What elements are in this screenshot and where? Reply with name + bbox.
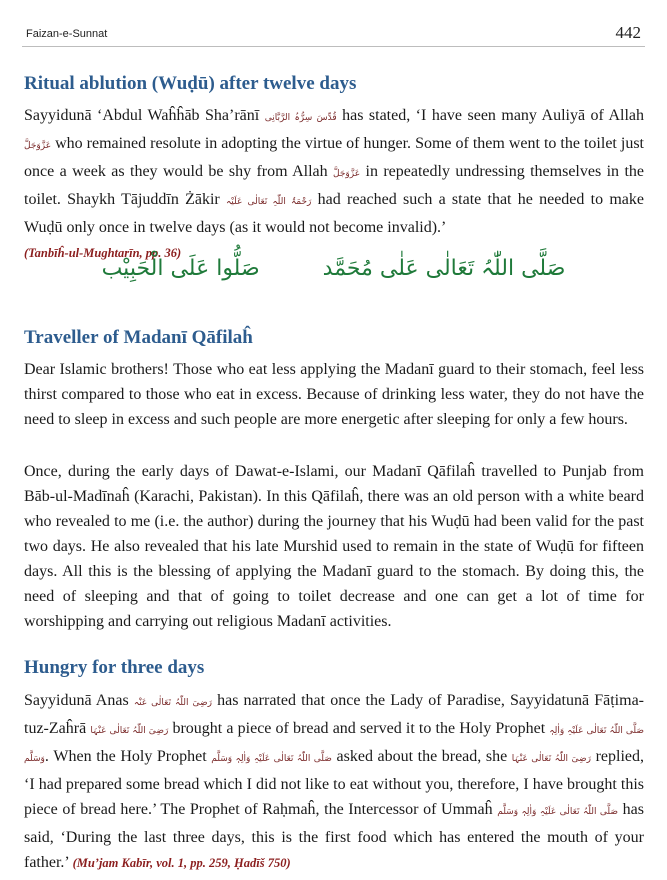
reference-citation: (Tanbīĥ-ul-Mughtarīn, pp. 36) <box>24 246 182 260</box>
salawat-line <box>0 256 667 296</box>
honorific: عَزَّوَجَلَّ <box>24 141 52 151</box>
honorific: قُدِّسَ سِرُّہُ الرَّبَّانِی <box>264 113 337 123</box>
honorific: رَضِیَ اللّٰہُ تَعَالٰی عَنْہ <box>133 698 212 708</box>
paragraph-hungry: Sayyidunā Anas رَضِیَ اللّٰہُ تَعَالٰی عَنْہ has narrated that once the Lady of Paradise, Sayyidatunā Fāṭima-tuz-Zaĥrā رَضِیَ اللّٰہُ تَعَالٰی عَنْہَا brought a piece of bread and served it to the Holy Prophet صَلَّی اللّٰہُ تَعَالٰی عَلَیْہِ وَاٰلِہٖ وَسَلَّم. When the Holy Prophet صَلَّی اللّٰہُ تَعَالٰی عَلَیْہِ وَاٰلِہٖ وَسَلَّم asked about the bread, she رَضِیَ اللّٰہُ تَعَالٰی عَنْہَا replied, ‘I had prepared some bread which I did not like to eat without you, therefore, I have brought this piece of bread here.’ The Prophet of Raḥmaĥ, the Intercessor of Ummaĥ صَلَّی اللّٰہُ تَعَالٰی عَلَیْہِ وَاٰلِہٖ وَسَلَّم has said, ‘During the last three days, this is the first food which has entered the mouth of your father.’ (Mu’jam Kabīr, vol. 1, pp. 259, Ḥadīš 750) <box>24 692 645 871</box>
page-number: 442 <box>615 23 641 42</box>
paragraph-traveller-1: Dear Islamic brothers! Those who eat less applying the Madanī guard to their stomach, feel less thirst compared to those who eat in excess. Because of drinking less water, they do not have the need to sleep in excess and such people are more energetic after sleeping for only a few hours. <box>24 361 644 428</box>
honorific: رَحْمَۃُ اللّٰہِ تَعَالٰی عَلَیْہ <box>226 197 312 207</box>
book-title: Faizan-e-Sunnat <box>26 28 108 40</box>
honorific: عَزَّوَجَلَّ <box>333 169 361 179</box>
running-header <box>22 22 645 47</box>
salawat-left: صَلُّوا عَلَی الْحَبِیْب <box>101 256 260 281</box>
honorific: صَلَّی اللّٰہُ تَعَالٰی عَلَیْہِ وَاٰلِہٖ وَسَلَّم <box>24 726 644 764</box>
paragraph-traveller-2: Once, during the early days of Dawat-e-Islami, our Madanī Qāfilaĥ travelled to Punjab from Bāb-ul-Madīnaĥ (Karachi, Pakistan). In this Qāfilaĥ, there was an old person with a white beard who revealed to me (i.e. the author) during the journey that his Wuḍū had been valid for the past two days. He also revealed that his late Murshid used to remain in the state of Wuḍū for fifteen days. All this is the blessing of applying the Madanī guard to the stomach. By doing this, the need of sleeping and that of going to toilet decrease and one can get a lot of time for worshipping and carrying out religious Madanī activities. <box>24 463 644 630</box>
honorific: صَلَّی اللّٰہُ تَعَالٰی عَلَیْہِ وَاٰلِہٖ وَسَلَّم <box>497 807 619 817</box>
section-heading-ritual-ablution: Ritual ablution (Wuḍū) after twelve days <box>24 73 357 94</box>
reference-citation: (Mu’jam Kabīr, vol. 1, pp. 259, Ḥadīš 750) <box>72 856 291 870</box>
honorific: صَلَّی اللّٰہُ تَعَالٰی عَلَیْہِ وَاٰلِہٖ وَسَلَّم <box>211 754 332 764</box>
honorific: رَضِیَ اللّٰہُ تَعَالٰی عَنْہَا <box>90 726 169 736</box>
salawat-right: صَلَّی اللّٰہُ تَعَالٰی عَلٰی مُحَمَّد <box>322 256 566 281</box>
section-heading-traveller: Traveller of Madanī Qāfilaĥ <box>24 327 253 348</box>
section-heading-hungry: Hungry for three days <box>24 657 205 678</box>
paragraph-ritual-ablution: Sayyidunā ‘Abdul Waĥĥāb Sha’rānī قُدِّسَ سِرُّہُ الرَّبَّانِی has stated, ‘I have seen many Auliyā of Allah عَزَّوَجَلَّ who remained resolute in adopting the virtue of hunger. Some of them went to the toilet just once a week as they would be shy from Allah عَزَّوَجَلَّ in repeatedly undressing themselves in the toilet. Shaykh Tājuddīn Żākir رَحْمَۃُ اللّٰہِ تَعَالٰی عَلَیْہ had reached such a state that he needed to make Wuḍū only once in twelve days (as it would not become invalid).’ (Tanbīĥ-ul-Mughtarīn, pp. 36) <box>24 107 645 260</box>
honorific: رَضِیَ اللّٰہُ تَعَالٰی عَنْہَا <box>511 754 591 764</box>
